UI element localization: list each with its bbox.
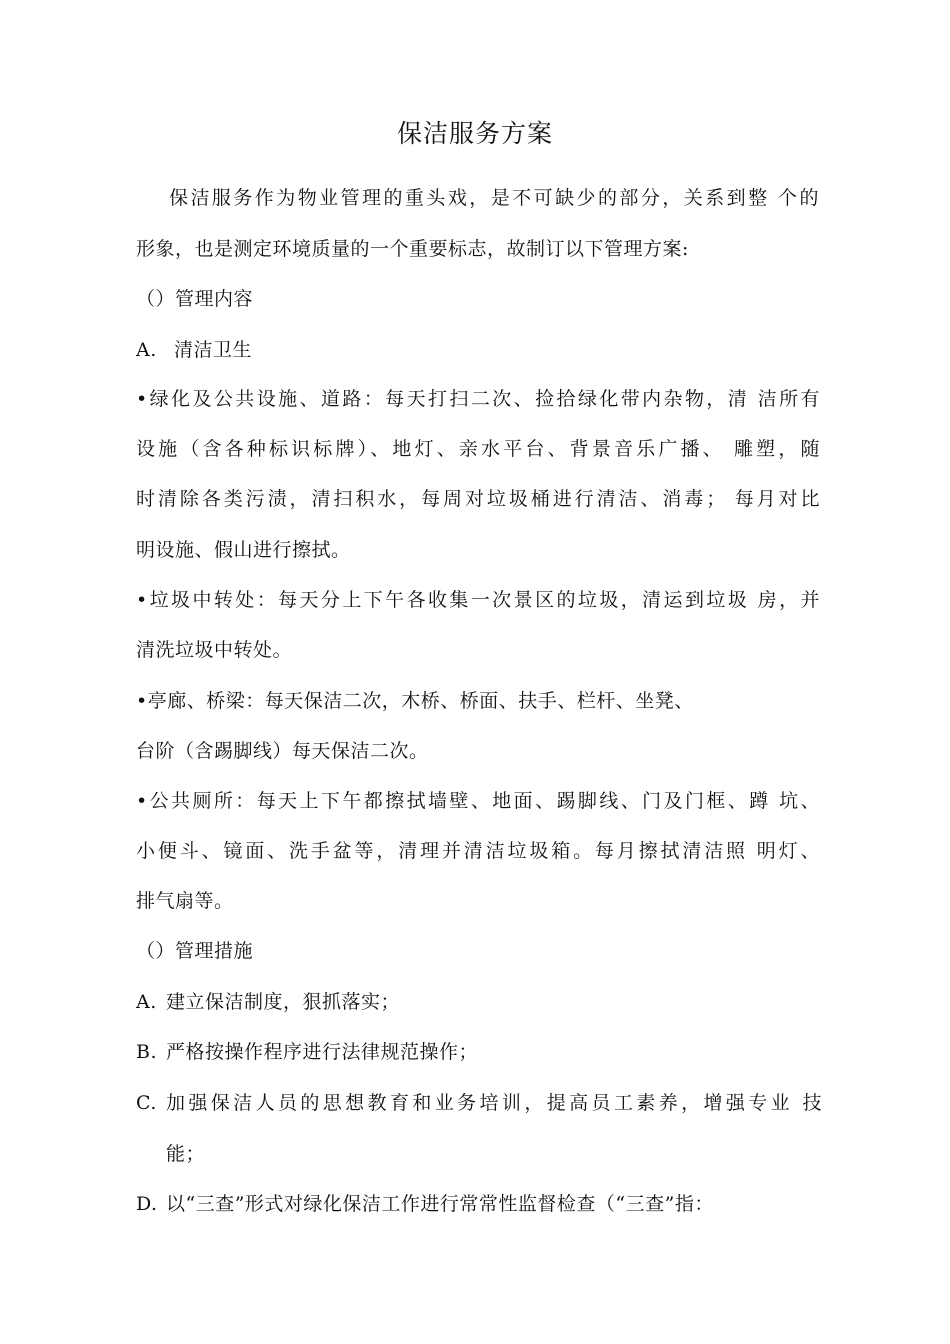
intro-line-2: 形象，也是测定环境质量的一个重要标志，故制订以下管理方案: — [136, 238, 689, 260]
item-pavilion-line-2: 台阶（含踢脚线）每天保洁二次。 — [136, 740, 429, 762]
item-toilet-line-1: •公共厕所：每天上下午都擦拭墙壁、地面、踢脚线、门及门框、蹲 坑、 — [136, 790, 820, 812]
measure-a — [136, 987, 836, 1017]
item-greening-line-2: 设施（含各种标识标牌）、地灯、亲水平台、背景音乐广播、 雕塑，随 — [136, 438, 820, 460]
subsection-marker: A. — [136, 339, 157, 361]
section-heading-management-content: （）管理内容 — [136, 288, 254, 310]
measure-marker: D. — [136, 1193, 158, 1215]
measure-c-continuation: 能； — [166, 1143, 206, 1165]
measure-marker: A. — [136, 991, 157, 1013]
subsection-heading-cleaning — [136, 335, 836, 365]
section-heading-management-measures: （）管理措施 — [136, 940, 254, 962]
measure-text: 加强保洁人员的思想教育和业务培训，提高员工素养，增强专业 技 — [166, 1092, 822, 1114]
measure-c — [136, 1088, 822, 1118]
item-garbage-line-1: •垃圾中转处：每天分上下午各收集一次景区的垃圾，清运到垃圾 房，并 — [136, 589, 820, 611]
item-pavilion-line-1: •亭廊、桥梁：每天保洁二次，木桥、桥面、扶手、栏杆、坐凳、 — [136, 690, 694, 712]
measure-marker: C. — [136, 1092, 157, 1114]
item-greening-line-3: 时清除各类污渍，清扫积水，每周对垃圾桶进行清洁、消毒； 每月对比 — [136, 488, 820, 510]
measure-d — [136, 1189, 836, 1219]
measure-b — [136, 1037, 836, 1067]
subsection-label: 清洁卫生 — [174, 339, 253, 361]
intro-line-1: 保洁服务作为物业管理的重头戏，是不可缺少的部分，关系到整 个的 — [169, 187, 819, 209]
item-garbage-line-2: 清洗垃圾中转处。 — [136, 639, 293, 661]
measure-text: 以“三查”形式对绿化保洁工作进行常常性监督检查（“三查”指： — [166, 1193, 714, 1215]
item-toilet-line-3: 排气扇等。 — [136, 890, 234, 912]
item-toilet-line-2: 小便斗、镜面、洗手盆等，清理并清洁垃圾箱。每月擦拭清洁照 明灯、 — [136, 840, 820, 862]
document-title: 保洁服务方案 — [396, 119, 553, 148]
measure-marker: B. — [136, 1041, 158, 1063]
measure-text: 严格按操作程序进行法律规范操作； — [166, 1041, 479, 1063]
item-greening-line-1: •绿化及公共设施、道路：每天打扫二次、捡拾绿化带内杂物，清 洁所有 — [136, 388, 820, 410]
measure-text: 建立保洁制度，狠抓落实； — [166, 991, 401, 1013]
item-greening-line-4: 明设施、假山进行擦拭。 — [136, 539, 351, 561]
